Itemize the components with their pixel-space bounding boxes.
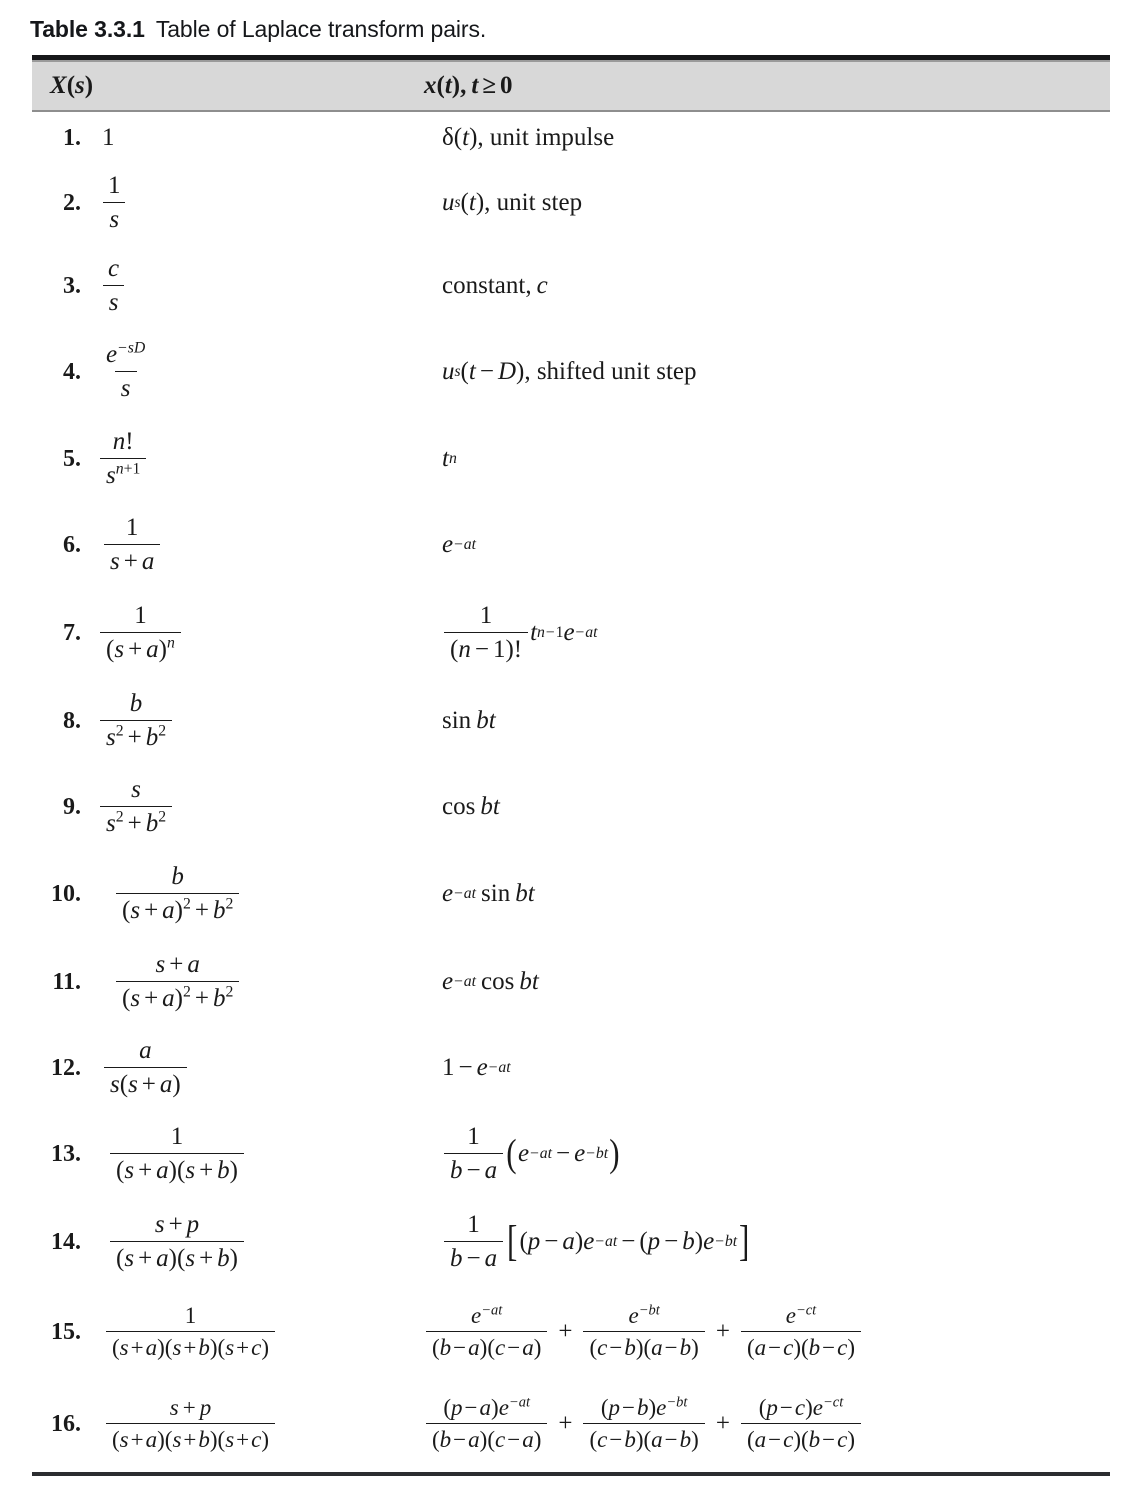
row-number: 10. <box>51 880 81 907</box>
row-16-xt: $\frac{(p-a)e^{-at}}{(b-a)(c-a)}$ + $\frac{(p-b)e^{-bt}}{(c-b)(a-b)}$ + $\frac{(p-c)e^{-ct}}{(a-c)(b-c)}$ <box>424 1395 1110 1453</box>
row-15-xs: $\frac{1}{(s+a)(s+b)(s+c)}$ <box>94 1303 424 1361</box>
table-row <box>32 328 1110 416</box>
row-number: 16. <box>51 1410 81 1437</box>
laplace-transform-table <box>32 55 1110 1476</box>
row-3-xt: constant, c <box>442 272 548 299</box>
row-10-xt: e −at sin bt <box>442 880 535 907</box>
row-number: 1. <box>63 124 81 151</box>
table-row <box>32 678 1110 764</box>
table-row <box>32 162 1110 244</box>
row-3-xs: $\frac{c}{s}$ <box>94 255 442 317</box>
row-5-xs: $\frac{n!}{s^{n+1}}$ <box>94 428 442 490</box>
row-10-xs: $\frac{b}{(s + a)^2 + b^2}$ <box>94 863 442 925</box>
row-number: 4. <box>63 358 81 385</box>
table-row <box>32 244 1110 328</box>
row-11-xt: e −at cos bt <box>442 968 539 995</box>
row-6-xt: e −at <box>442 531 477 558</box>
row-number: 8. <box>63 707 81 734</box>
table-caption-label: Table 3.3.1 <box>30 16 145 42</box>
row-13-xs: $\frac{1}{(s + a)(s + b)}$ <box>94 1123 442 1185</box>
row-number: 3. <box>63 272 81 299</box>
row-4-xs: $\frac{e^{-sD}}{s}$ <box>106 339 146 402</box>
table-row <box>32 588 1110 678</box>
column-header-xs: X(s) <box>50 72 94 99</box>
row-8-xt: sin bt <box>442 707 496 734</box>
table-row <box>32 850 1110 938</box>
row-12-xt: 1 − e −at <box>442 1054 511 1081</box>
table-row <box>32 502 1110 588</box>
column-header-xt: x(t), t ≥ 0 <box>424 72 513 99</box>
row-8-xs: $\frac{b}{s^2 + b^2}$ <box>94 690 442 752</box>
table-body <box>32 112 1110 1470</box>
table-row <box>32 1110 1110 1198</box>
table-row <box>32 416 1110 502</box>
row-1-xs: 1 <box>102 124 115 151</box>
row-7-xt: $\frac{1}{(n - 1)!}$ t n−1 e −at <box>442 602 1110 664</box>
row-14-xs: $\frac{s + p}{(s + a)(s + b)}$ <box>94 1211 442 1273</box>
table-bottom-rule <box>32 1472 1110 1476</box>
row-9-xs: $\frac{s}{s^2 + b^2}$ <box>94 776 442 838</box>
row-11-xs: $\frac{s + a}{(s + a)^2 + b^2}$ <box>94 951 442 1013</box>
row-number: 7. <box>63 619 81 646</box>
row-1-xt: δ ( t ) , unit impulse <box>442 124 615 151</box>
row-number: 12. <box>51 1054 81 1081</box>
table-row <box>32 764 1110 850</box>
row-16-xs: $\frac{s + p}{(s+a)(s+b)(s+c)}$ <box>94 1395 424 1453</box>
row-number: 13. <box>51 1140 81 1167</box>
table-row <box>32 1378 1110 1470</box>
row-2-xs: $\frac{1}{s}$ <box>94 172 442 234</box>
table-row <box>32 1026 1110 1110</box>
table-row <box>32 1198 1110 1286</box>
row-number: 6. <box>63 531 81 558</box>
row-15-xt: $\frac{e^{-at}}{(b-a)(c-a)}$ + $\frac{e^{-bt}}{(c-b)(a-b)}$ + $\frac{e^{-ct}}{(a-c)(b-c)}$ <box>424 1303 1110 1361</box>
row-number: 2. <box>63 189 81 216</box>
table-row <box>32 114 1110 162</box>
table-header-row <box>32 60 1110 112</box>
row-number: 11. <box>52 968 81 995</box>
table-row <box>32 1286 1110 1378</box>
row-number: 9. <box>63 793 81 820</box>
table-row <box>32 938 1110 1026</box>
row-4-xt: u s ( t − D ) , shifted unit step <box>442 358 697 385</box>
row-number: 5. <box>63 445 81 472</box>
row-5-xt: t n <box>442 445 457 472</box>
table-caption-text: Table of Laplace transform pairs. <box>155 16 487 42</box>
row-7-xs: $\frac{1}{(s + a)^n}$ <box>94 602 442 664</box>
row-6-xs: $\frac{1}{s + a}$ <box>94 514 442 576</box>
row-13-xt: $\frac{1}{b - a}$ ( e −at − e −bt ) <box>442 1123 1110 1185</box>
row-number: 14. <box>51 1228 81 1255</box>
row-number: 15. <box>51 1318 81 1345</box>
row-9-xt: cos bt <box>442 793 500 820</box>
row-2-xt: u s ( t ) , unit step <box>442 189 583 216</box>
row-12-xs: $\frac{a}{s(s + a)}$ <box>94 1037 442 1099</box>
table-caption <box>0 0 1134 43</box>
row-14-xt: $\frac{1}{b - a}$ [ ( p − a ) e −at − ( p − b ) e −bt ] <box>442 1211 1110 1273</box>
